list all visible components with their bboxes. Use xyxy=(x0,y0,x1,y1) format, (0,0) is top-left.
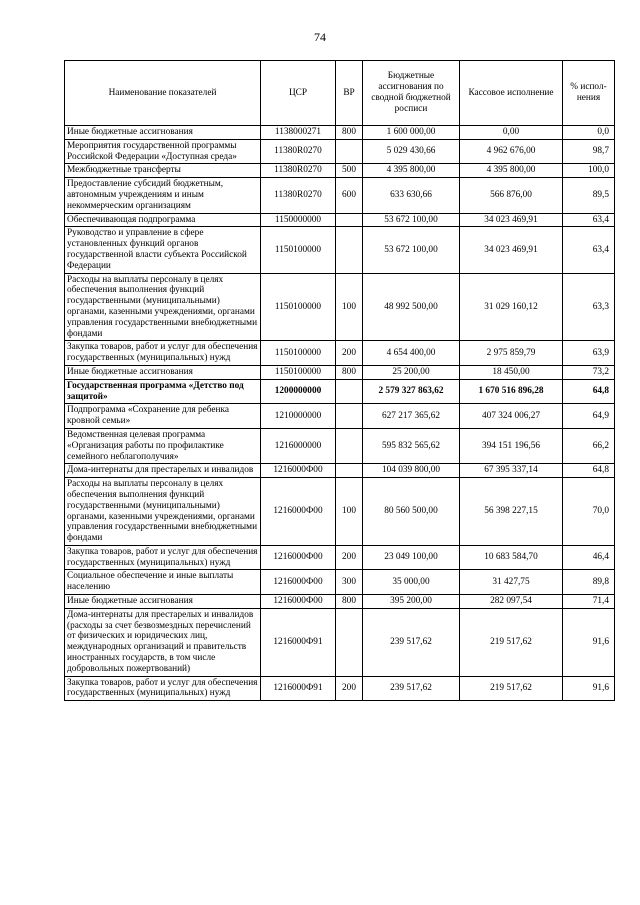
cell-budget: 4 654 400,00 xyxy=(363,341,460,366)
cell-name: Мероприятия государственной программы Российской Федерации «Доступная среда» xyxy=(65,139,261,164)
cell-name: Дома-интернаты для престарелых и инвалидов (расходы за счет безвозмездных перечислений от физических и юридических лиц, международных организаций и правительств иностранных государств, в том числе добровольных пожертвований) xyxy=(65,608,261,676)
cell-percent: 89,5 xyxy=(563,178,615,213)
cell-percent: 63,4 xyxy=(563,227,615,273)
cell-vr: 800 xyxy=(336,126,363,140)
table-row xyxy=(65,428,615,463)
cell-vr xyxy=(336,379,363,404)
table-row xyxy=(65,365,615,379)
cell-budget: 595 832 565,62 xyxy=(363,428,460,463)
cell-name: Дома-интернаты для престарелых и инвалидов xyxy=(65,464,261,478)
cell-name: Руководство и управление в сфере установленных функций органов государственной власти субъекта Российской Федерации xyxy=(65,227,261,273)
budget-table xyxy=(64,60,615,701)
cell-name: Социальное обеспечение и иные выплаты населению xyxy=(65,570,261,595)
table-row xyxy=(65,404,615,429)
cell-name: Государственная программа «Детство под защитой» xyxy=(65,379,261,404)
cell-budget: 2 579 327 863,62 xyxy=(363,379,460,404)
cell-name: Иные бюджетные ассигнования xyxy=(65,365,261,379)
cell-name: Ведомственная целевая программа «Организация работы по профилактике семейного неблагополучия» xyxy=(65,428,261,463)
cell-budget: 53 672 100,00 xyxy=(363,213,460,227)
cell-name: Предоставление субсидий бюджетным, автономным учреждениям и иным некоммерческим организациям xyxy=(65,178,261,213)
cell-csr: 1216000Ф91 xyxy=(261,608,336,676)
cell-percent: 63,3 xyxy=(563,273,615,341)
cell-budget: 1 600 000,00 xyxy=(363,126,460,140)
cell-percent: 91,6 xyxy=(563,608,615,676)
cell-percent: 63,4 xyxy=(563,213,615,227)
cell-vr: 100 xyxy=(336,273,363,341)
cell-csr: 11380R0270 xyxy=(261,139,336,164)
cell-cash: 394 151 196,56 xyxy=(460,428,563,463)
table-row xyxy=(65,379,615,404)
cell-vr: 200 xyxy=(336,545,363,570)
col-header-csr: ЦСР xyxy=(261,61,336,126)
col-header-name: Наименование показателей xyxy=(65,61,261,126)
cell-budget: 35 000,00 xyxy=(363,570,460,595)
cell-cash: 2 975 859,79 xyxy=(460,341,563,366)
cell-csr: 1200000000 xyxy=(261,379,336,404)
cell-csr: 1150100000 xyxy=(261,273,336,341)
cell-percent: 100,0 xyxy=(563,164,615,178)
table-header-row xyxy=(65,61,615,126)
table-row xyxy=(65,570,615,595)
table-row xyxy=(65,273,615,341)
table-row xyxy=(65,545,615,570)
cell-cash: 219 517,62 xyxy=(460,676,563,701)
cell-percent: 64,8 xyxy=(563,379,615,404)
cell-budget: 104 039 800,00 xyxy=(363,464,460,478)
cell-budget: 80 560 500,00 xyxy=(363,478,460,546)
cell-csr: 1150100000 xyxy=(261,341,336,366)
cell-percent: 71,4 xyxy=(563,595,615,609)
cell-name: Иные бюджетные ассигнования xyxy=(65,126,261,140)
cell-vr xyxy=(336,404,363,429)
cell-csr: 1210000000 xyxy=(261,404,336,429)
cell-vr xyxy=(336,428,363,463)
cell-budget: 48 992 500,00 xyxy=(363,273,460,341)
cell-budget: 627 217 365,62 xyxy=(363,404,460,429)
cell-cash: 1 670 516 896,28 xyxy=(460,379,563,404)
cell-vr xyxy=(336,213,363,227)
cell-name: Закупка товаров, работ и услуг для обеспечения государственных (муниципальных) нужд xyxy=(65,676,261,701)
cell-vr: 200 xyxy=(336,341,363,366)
table-row xyxy=(65,676,615,701)
cell-name: Расходы на выплаты персоналу в целях обеспечения выполнения функций государственными (муниципальными) органами, казенными учреждениями, органами управления государственными внебюджетными фондами xyxy=(65,478,261,546)
cell-percent: 66,2 xyxy=(563,428,615,463)
cell-cash: 219 517,62 xyxy=(460,608,563,676)
cell-csr: 11380R0270 xyxy=(261,164,336,178)
table-row xyxy=(65,595,615,609)
cell-csr: 1216000Ф00 xyxy=(261,545,336,570)
table-row xyxy=(65,227,615,273)
table-row xyxy=(65,126,615,140)
cell-csr: 11380R0270 xyxy=(261,178,336,213)
cell-budget: 5 029 430,66 xyxy=(363,139,460,164)
cell-cash: 10 683 584,70 xyxy=(460,545,563,570)
cell-name: Иные бюджетные ассигнования xyxy=(65,595,261,609)
cell-percent: 91,6 xyxy=(563,676,615,701)
cell-cash: 4 395 800,00 xyxy=(460,164,563,178)
cell-cash: 0,00 xyxy=(460,126,563,140)
cell-csr: 1216000Ф91 xyxy=(261,676,336,701)
cell-cash: 34 023 469,91 xyxy=(460,213,563,227)
cell-percent: 98,7 xyxy=(563,139,615,164)
cell-name: Расходы на выплаты персоналу в целях обеспечения выполнения функций государственными (муниципальными) органами, казенными учреждениями, органами управления государственными внебюджетными фондами xyxy=(65,273,261,341)
cell-name: Закупка товаров, работ и услуг для обеспечения государственных (муниципальных) нужд xyxy=(65,545,261,570)
cell-cash: 407 324 006,27 xyxy=(460,404,563,429)
cell-vr: 800 xyxy=(336,595,363,609)
cell-csr: 1150100000 xyxy=(261,365,336,379)
cell-csr: 1216000Ф00 xyxy=(261,595,336,609)
cell-vr xyxy=(336,464,363,478)
col-header-percent: % испол-нения xyxy=(563,61,615,126)
cell-vr: 500 xyxy=(336,164,363,178)
cell-percent: 89,8 xyxy=(563,570,615,595)
cell-vr: 200 xyxy=(336,676,363,701)
cell-budget: 53 672 100,00 xyxy=(363,227,460,273)
cell-cash: 67 395 337,14 xyxy=(460,464,563,478)
cell-cash: 31 029 160,12 xyxy=(460,273,563,341)
cell-percent: 73,2 xyxy=(563,365,615,379)
cell-cash: 282 097,54 xyxy=(460,595,563,609)
cell-vr: 800 xyxy=(336,365,363,379)
cell-cash: 4 962 676,00 xyxy=(460,139,563,164)
cell-csr: 1150000000 xyxy=(261,213,336,227)
cell-cash: 56 398 227,15 xyxy=(460,478,563,546)
cell-csr: 1216000Ф00 xyxy=(261,570,336,595)
table-row xyxy=(65,178,615,213)
cell-cash: 566 876,00 xyxy=(460,178,563,213)
cell-percent: 64,8 xyxy=(563,464,615,478)
col-header-budget: Бюджетные ассигнования по сводной бюджетной росписи xyxy=(363,61,460,126)
cell-budget: 239 517,62 xyxy=(363,676,460,701)
table-row xyxy=(65,478,615,546)
table-row xyxy=(65,139,615,164)
cell-budget: 25 200,00 xyxy=(363,365,460,379)
page-number: 74 xyxy=(314,30,326,44)
cell-csr: 1138000271 xyxy=(261,126,336,140)
cell-name: Обеспечивающая подпрограмма xyxy=(65,213,261,227)
table-row xyxy=(65,341,615,366)
cell-budget: 239 517,62 xyxy=(363,608,460,676)
cell-budget: 4 395 800,00 xyxy=(363,164,460,178)
cell-cash: 31 427,75 xyxy=(460,570,563,595)
cell-vr xyxy=(336,139,363,164)
cell-percent: 70,0 xyxy=(563,478,615,546)
cell-budget: 633 630,66 xyxy=(363,178,460,213)
table-row xyxy=(65,608,615,676)
cell-vr: 100 xyxy=(336,478,363,546)
cell-csr: 1216000Ф00 xyxy=(261,464,336,478)
table-row xyxy=(65,464,615,478)
cell-percent: 0,0 xyxy=(563,126,615,140)
cell-budget: 23 049 100,00 xyxy=(363,545,460,570)
cell-vr: 300 xyxy=(336,570,363,595)
table-row xyxy=(65,213,615,227)
table-row xyxy=(65,164,615,178)
cell-percent: 46,4 xyxy=(563,545,615,570)
cell-cash: 34 023 469,91 xyxy=(460,227,563,273)
cell-csr: 1216000Ф00 xyxy=(261,478,336,546)
cell-percent: 64,9 xyxy=(563,404,615,429)
cell-budget: 395 200,00 xyxy=(363,595,460,609)
cell-vr xyxy=(336,608,363,676)
cell-vr xyxy=(336,227,363,273)
cell-name: Межбюджетные трансферты xyxy=(65,164,261,178)
cell-percent: 63,9 xyxy=(563,341,615,366)
cell-vr: 600 xyxy=(336,178,363,213)
cell-csr: 1150100000 xyxy=(261,227,336,273)
cell-name: Закупка товаров, работ и услуг для обеспечения государственных (муниципальных) нужд xyxy=(65,341,261,366)
cell-name: Подпрограмма «Сохранение для ребенка кровной семьи» xyxy=(65,404,261,429)
cell-cash: 18 450,00 xyxy=(460,365,563,379)
cell-csr: 1216000000 xyxy=(261,428,336,463)
col-header-vr: ВР xyxy=(336,61,363,126)
col-header-cash: Кассовое исполнение xyxy=(460,61,563,126)
